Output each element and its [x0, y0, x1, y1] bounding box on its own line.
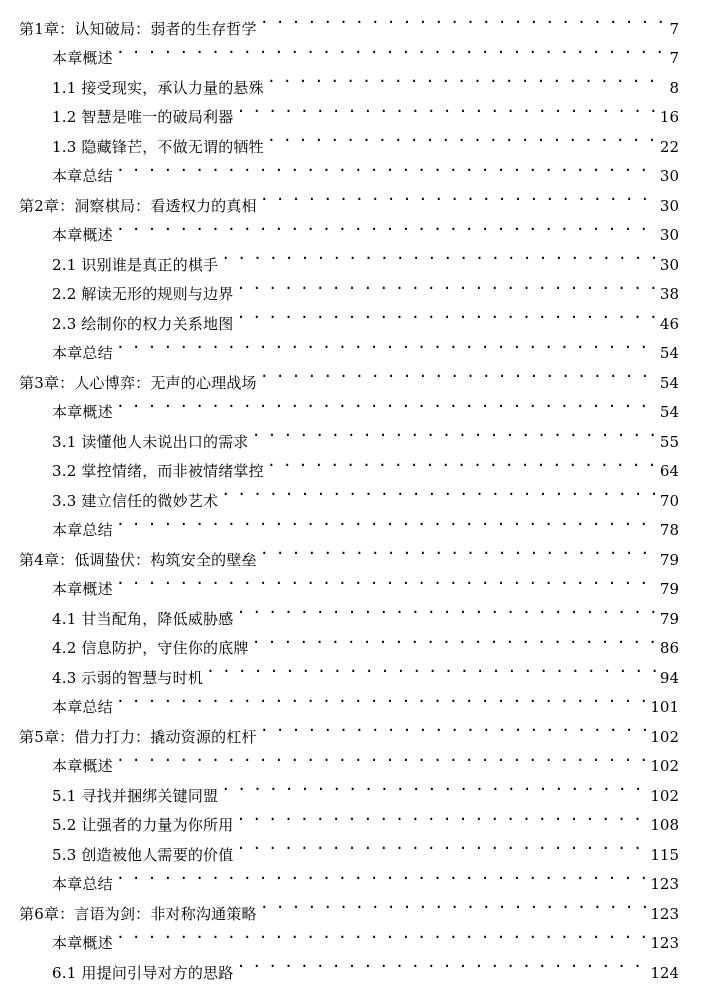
toc-dot-leader: [116, 683, 648, 713]
toc-dot-leader: [260, 712, 648, 742]
toc-dot-leader: [260, 535, 657, 565]
toc-page-number: 101: [650, 698, 679, 716]
toc-entry-title: 本章概述: [52, 580, 113, 598]
toc-dot-leader: [221, 771, 647, 801]
toc-page-number: 115: [650, 845, 679, 864]
toc-entry-title: 1.3 隐藏锋芒，不做无谓的牺牲: [52, 137, 264, 156]
toc-entry-title: 第1章：认知破局：弱者的生存哲学: [19, 19, 257, 38]
toc-entry-title: 2.1 识别谁是真正的棋手: [52, 255, 219, 274]
toc-section-entry[interactable]: [0, 624, 712, 657]
toc-dot-leader: [116, 34, 666, 64]
toc-entry-title: 2.3 绘制你的权力关系地图: [52, 314, 234, 333]
toc-page-number: 124: [650, 963, 679, 982]
toc-page-number: 54: [659, 344, 679, 362]
toc-section-entry[interactable]: [0, 63, 712, 97]
toc-entry-title: 本章总结: [52, 521, 113, 539]
toc-entry-title: 本章概述: [52, 403, 113, 421]
toc-entry-title: 6.1 用提问引导对方的思路: [52, 963, 234, 982]
toc-entry-title: 3.1 读懂他人未说出口的需求: [52, 432, 249, 451]
toc-entry-title: 5.3 创造被他人需要的价值: [52, 845, 234, 864]
toc-dot-leader: [116, 860, 648, 890]
toc-section-entry[interactable]: [0, 417, 712, 451]
toc-page-number: 46: [659, 314, 679, 333]
toc-entry-title: 第2章：洞察棋局：看透权力的真相: [19, 196, 257, 215]
toc-dot-leader: [221, 240, 657, 270]
toc-page-number: 55: [659, 432, 679, 451]
toc-dot-leader: [260, 4, 666, 34]
toc-dot-leader: [116, 919, 648, 949]
toc-page-number: 123: [650, 875, 679, 893]
toc-section-entry[interactable]: [0, 506, 712, 539]
toc-section-entry[interactable]: [0, 742, 712, 775]
toc-dot-leader: [116, 506, 657, 536]
toc-dot-leader: [267, 63, 666, 93]
toc-dot-leader: [267, 122, 657, 152]
toc-section-entry[interactable]: [0, 801, 712, 834]
toc-dot-leader: [236, 93, 656, 123]
toc-entry-title: 3.2 掌控情绪，而非被情绪掌控: [52, 462, 264, 480]
toc-section-entry[interactable]: [0, 93, 712, 126]
toc-dot-leader: [116, 742, 648, 772]
toc-page-number: 70: [659, 491, 679, 510]
toc-dot-leader: [116, 152, 657, 182]
toc-page-number: 123: [650, 904, 679, 923]
toc-section-entry[interactable]: [0, 34, 712, 67]
toc-dot-leader: [260, 889, 648, 919]
toc-chapter-entry[interactable]: [0, 358, 712, 392]
toc-section-entry[interactable]: [0, 830, 712, 864]
toc-section-entry[interactable]: [0, 565, 712, 598]
toc-dot-leader: [236, 830, 647, 860]
toc-entry-title: 4.2 信息防护，守住你的底牌: [52, 639, 249, 657]
toc-chapter-entry[interactable]: [0, 889, 712, 923]
toc-entry-title: 本章总结: [52, 698, 113, 716]
toc-page-number: 78: [659, 521, 679, 539]
toc-page-number: 102: [650, 727, 679, 746]
toc-page-number: 102: [650, 757, 679, 775]
toc-dot-leader: [260, 358, 657, 388]
toc-page-number: 108: [650, 816, 679, 834]
toc-page-number: 30: [659, 196, 679, 215]
toc-section-entry[interactable]: [0, 476, 712, 510]
toc-section-entry[interactable]: [0, 771, 712, 805]
toc-page-number: 79: [659, 580, 679, 598]
toc-chapter-entry[interactable]: [0, 181, 712, 215]
toc-page-number: 30: [659, 255, 679, 274]
toc-entry-title: 第5章：借力打力：撬动资源的杠杆: [19, 727, 257, 746]
toc-entry-title: 5.2 让强者的力量为你所用: [52, 816, 234, 834]
toc-section-entry[interactable]: [0, 122, 712, 156]
toc-page-number: 7: [669, 19, 679, 38]
toc-page-number: 79: [659, 550, 679, 569]
toc-page-number: 94: [659, 668, 679, 687]
toc-section-entry[interactable]: [0, 948, 712, 982]
toc-entry-title: 第4章：低调蛰伏：构筑安全的壁垒: [19, 550, 257, 569]
toc-page-number: 54: [659, 373, 679, 392]
toc-dot-leader: [221, 476, 657, 506]
toc-page-number: 64: [659, 462, 679, 480]
toc-page-number: 30: [659, 226, 679, 244]
toc-section-entry[interactable]: [0, 388, 712, 421]
toc-page-number: 22: [659, 137, 679, 156]
toc-section-entry[interactable]: [0, 653, 712, 687]
toc-dot-leader: [236, 594, 656, 624]
toc-entry-title: 4.1 甘当配角，降低威胁感: [52, 609, 234, 628]
toc-section-entry[interactable]: [0, 211, 712, 244]
toc-entry-title: 本章总结: [52, 344, 113, 362]
toc-dot-leader: [116, 388, 657, 418]
toc-chapter-entry[interactable]: [0, 712, 712, 746]
toc-entry-title: 本章概述: [52, 934, 113, 952]
toc-dot-leader: [236, 270, 656, 300]
toc-section-entry[interactable]: [0, 240, 712, 274]
toc-dot-leader: [116, 329, 657, 359]
toc-page-number: 7: [669, 49, 679, 67]
toc-dot-leader: [260, 181, 657, 211]
toc-section-entry[interactable]: [0, 329, 712, 362]
toc-page-number: 16: [659, 108, 679, 126]
toc-entry-title: 1.2 智慧是唯一的破局利器: [52, 108, 234, 126]
toc-entry-title: 第3章：人心博弈：无声的心理战场: [19, 373, 257, 392]
toc-page-number: 38: [659, 285, 679, 303]
toc-entry-title: 本章总结: [52, 875, 113, 893]
table-of-contents: [0, 4, 712, 982]
toc-page-number: 54: [659, 403, 679, 421]
toc-dot-leader: [252, 624, 657, 654]
toc-dot-leader: [252, 417, 657, 447]
toc-section-entry[interactable]: [0, 594, 712, 628]
toc-section-entry[interactable]: [0, 919, 712, 952]
toc-dot-leader: [236, 299, 656, 329]
toc-entry-title: 本章概述: [52, 49, 113, 67]
toc-page-number: 8: [669, 78, 679, 97]
toc-page-number: 86: [659, 639, 679, 657]
toc-page-number: 123: [650, 934, 679, 952]
toc-dot-leader: [116, 565, 657, 595]
toc-section-entry[interactable]: [0, 152, 712, 185]
toc-section-entry[interactable]: [0, 270, 712, 303]
toc-page-number: 79: [659, 609, 679, 628]
toc-entry-title: 本章概述: [52, 757, 113, 775]
toc-entry-title: 3.3 建立信任的微妙艺术: [52, 491, 219, 510]
toc-chapter-entry[interactable]: [0, 535, 712, 569]
toc-entry-title: 4.3 示弱的智慧与时机: [52, 668, 204, 687]
toc-entry-title: 本章总结: [52, 167, 113, 185]
toc-section-entry[interactable]: [0, 299, 712, 333]
toc-entry-title: 1.1 接受现实，承认力量的悬殊: [52, 78, 264, 97]
toc-chapter-entry[interactable]: [0, 4, 712, 38]
toc-page-number: 30: [659, 167, 679, 185]
toc-dot-leader: [267, 447, 657, 477]
toc-dot-leader: [206, 653, 657, 683]
toc-dot-leader: [116, 211, 657, 241]
toc-dot-leader: [236, 948, 647, 978]
toc-section-entry[interactable]: [0, 683, 712, 716]
toc-entry-title: 第6章：言语为剑：非对称沟通策略: [19, 904, 257, 923]
toc-entry-title: 2.2 解读无形的规则与边界: [52, 285, 234, 303]
toc-section-entry[interactable]: [0, 447, 712, 480]
toc-entry-title: 5.1 寻找并捆绑关键同盟: [52, 786, 219, 805]
toc-dot-leader: [236, 801, 647, 831]
toc-section-entry[interactable]: [0, 860, 712, 893]
toc-page-number: 102: [650, 786, 679, 805]
toc-entry-title: 本章概述: [52, 226, 113, 244]
